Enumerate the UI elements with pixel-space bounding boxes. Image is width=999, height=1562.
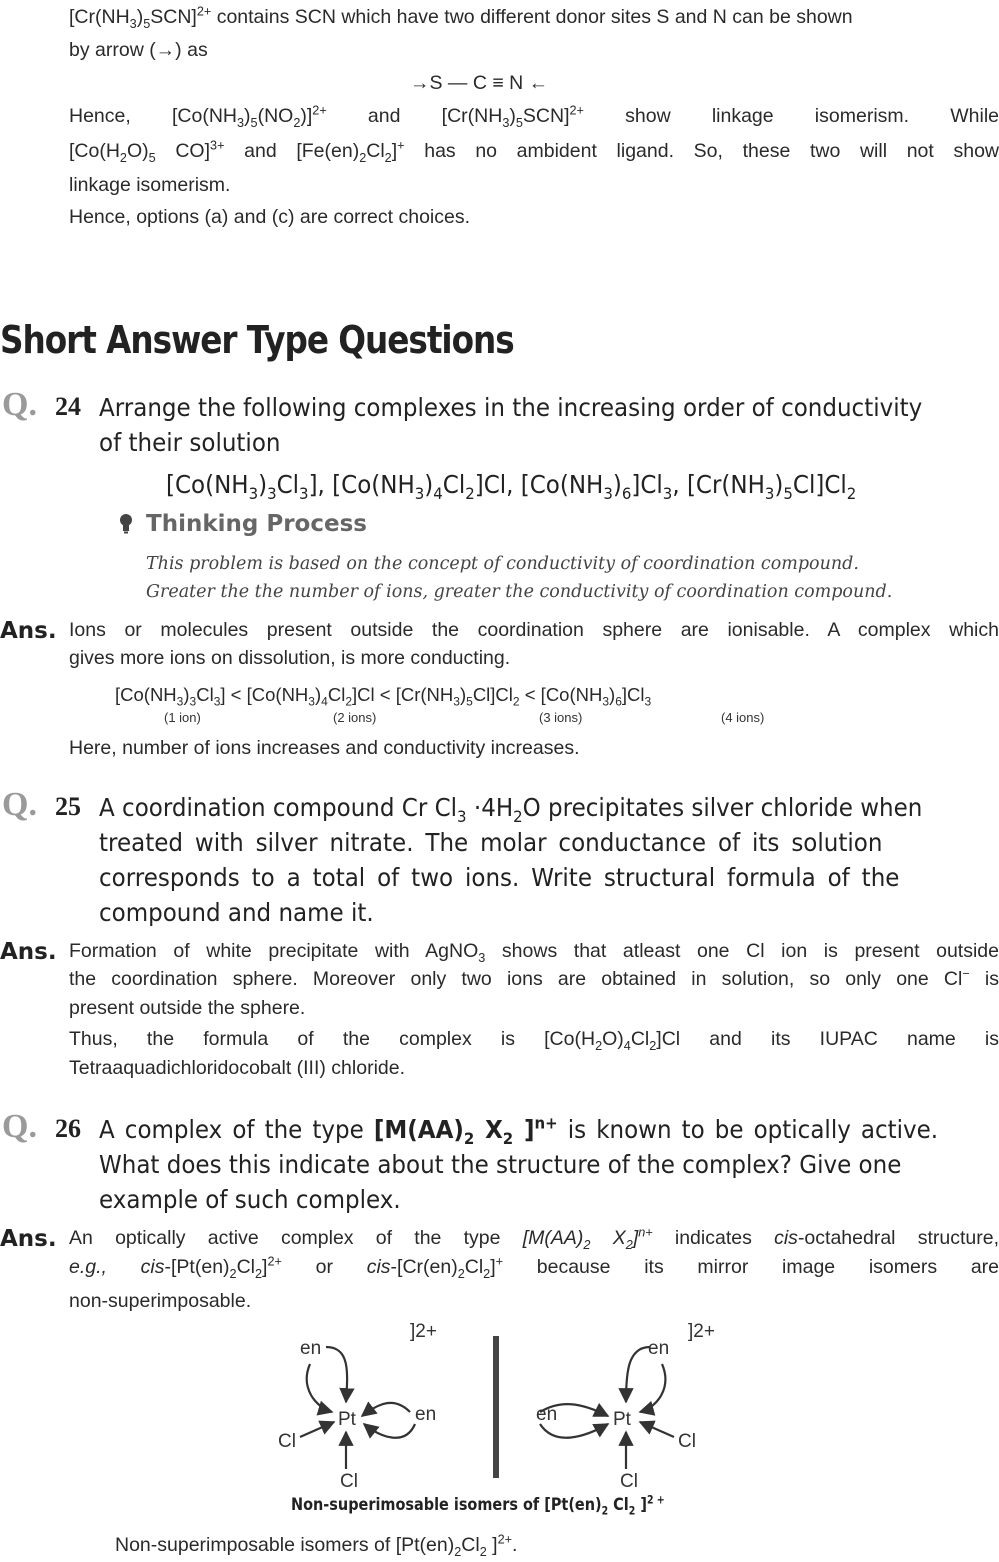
lightbulb-icon	[119, 513, 133, 535]
mirror-line	[493, 1336, 499, 1478]
intro-line-7: Hence, options (a) and (c) are correct choices.	[69, 206, 471, 228]
question-text: treated with silver nitrate. The molar conductance of its solution	[99, 828, 883, 857]
intro-line-hence: Hence, $[Co(NH_3)_5(NO_2)]^{2+}$ and $[Cr(NH_3)_5SCN]^{2+}$ show linkage isomerism. While	[69, 103, 999, 130]
question-text: A complex of the type [$M(AA)_2$ $X_2$ ]$^{n+}$ is known to be optically active.	[99, 1113, 939, 1148]
conductivity-order: $[Co(NH_3)_3Cl_3] < [Co(NH_3)_4Cl_2]Cl < [Cr(NH_3)_5Cl]Cl_2 < [Co(NH_3)_6]Cl_3$	[115, 684, 652, 709]
metal-label: Pt	[338, 1409, 356, 1430]
answer-text: An optically active complex of the type [$M(AA)_2$ $X_2]^{n+}$ indicates cis-octahedral structure,	[69, 1225, 999, 1252]
intro-line-while: [$Co(H_2O)_5$ CO]$^{3+}$ and $[Fe(en)_2Cl_2]^+$ has no ambident ligand. So, these two will not show	[69, 138, 999, 165]
thinking-process-text: This problem is based on the concept of conductivity of coordination compound.	[146, 554, 859, 574]
en-ligand-label: en	[415, 1404, 437, 1425]
question-number: 24	[55, 392, 81, 421]
question-text: A coordination compound Cr $Cl_3 \cdot 4H_2O$ precipitates silver chloride when	[99, 793, 923, 826]
answer-text: Ions or molecules present outside the coordination sphere are ionisable. A complex which	[69, 619, 999, 641]
answer-text: Here, number of ions increases and conductivity increases.	[69, 737, 580, 759]
answer-text: gives more ions on dissolution, is more conducting.	[69, 647, 511, 669]
answer-text: non-superimposable.	[69, 1290, 252, 1312]
answer-text: e.g., cis-$[Pt(en)_2Cl_2]^{2+}$ or cis-$[Cr(en)_2Cl_2]^+$ because its mirror image isomers are	[69, 1254, 999, 1281]
charge-label: ]2+	[410, 1321, 437, 1342]
ion-count-label: (1 ion)	[164, 710, 201, 725]
ion-count-label: (4 ions)	[721, 710, 765, 725]
answer-label: Ans.	[0, 618, 57, 644]
isomer-figure	[270, 1312, 740, 1500]
answer-text: the coordination sphere. Moreover only two ions are obtained in solution, so only one Cl− is	[69, 966, 999, 990]
question-text: example of such complex.	[99, 1185, 401, 1214]
metal-label: Pt	[613, 1409, 631, 1430]
cl-ligand-label: Cl	[278, 1431, 296, 1452]
section-title: Short Answer Type Questions	[0, 318, 514, 362]
intro-line-1: $[Cr(NH_3)_5SCN]^{2+}$ contains SCN which have two different donor sites S and N can be shown	[69, 4, 853, 31]
cl-ligand-label: Cl	[620, 1471, 638, 1492]
final-line: Non-superimposable isomers of [$Pt(en)_2Cl_2$ ]$^{2+}$.	[115, 1532, 518, 1559]
question-number: 25	[55, 792, 81, 821]
answer-label: Ans.	[0, 939, 57, 965]
cl-ligand-label: Cl	[340, 1471, 358, 1492]
question-mark-icon: Q.	[2, 1108, 37, 1145]
en-ligand-label: en	[536, 1404, 558, 1425]
question-text: compound and name it.	[99, 898, 374, 927]
intro-line-2: by arrow (→) as	[69, 39, 208, 61]
answer-text: present outside the sphere.	[69, 997, 306, 1019]
answer-text: Thus, the formula of the complex is $[Co(H_2O)_4Cl_2]Cl$ and its IUPAC name is	[69, 1028, 999, 1053]
question-text: of their solution	[99, 428, 281, 457]
thinking-process-title: Thinking Process	[146, 511, 367, 537]
question-text: What does this indicate about the structure of the complex? Give one	[99, 1150, 902, 1179]
intro-line-6: linkage isomerism.	[69, 174, 231, 196]
question-mark-icon: Q.	[2, 786, 37, 823]
question-mark-icon: Q.	[2, 386, 37, 423]
question-text: Arrange the following complexes in the increasing order of conductivity	[99, 393, 923, 422]
question-number: 26	[55, 1114, 81, 1143]
ion-count-label: (2 ions)	[333, 710, 377, 725]
figure-caption: Non-superimosable isomers of [$Pt(en)_2$ $Cl_2$ ]$^{2 +}$	[291, 1493, 665, 1518]
donor-site-diagram: →S — C ≡ N ←	[410, 72, 549, 94]
cl-ligand-label: Cl	[678, 1431, 696, 1452]
complex-list: $[Co(NH_3)_3Cl_3]$, $[Co(NH_3)_4Cl_2]Cl$, $[Co(NH_3)_6]Cl_3$, $[Cr(NH_3)_5Cl]Cl_2$	[166, 470, 857, 503]
en-ligand-label: en	[300, 1338, 322, 1359]
question-text: corresponds to a total of two ions. Write structural formula of the	[99, 863, 900, 892]
thinking-process-text: Greater the the number of ions, greater the conductivity of coordination compound.	[146, 582, 893, 602]
en-ligand-label: en	[648, 1338, 670, 1359]
answer-text: Formation of white precipitate with AgNO$_3$ shows that atleast one Cl ion is present outside	[69, 940, 999, 965]
answer-label: Ans.	[0, 1226, 57, 1252]
answer-text: Tetraaquadichloridocobalt (III) chloride.	[69, 1057, 406, 1079]
ion-count-label: (3 ions)	[539, 710, 583, 725]
charge-label: ]2+	[688, 1321, 715, 1342]
